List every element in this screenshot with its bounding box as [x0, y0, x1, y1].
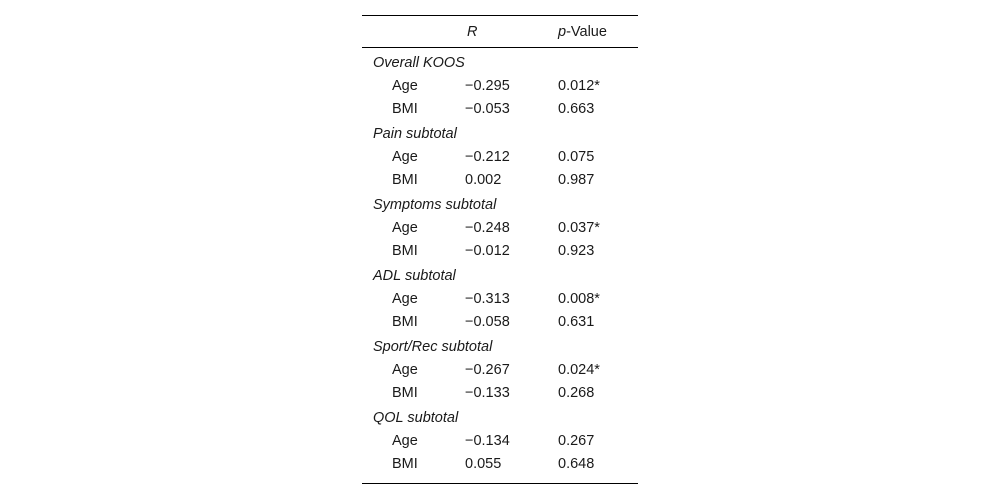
row-p-value: 0.012* — [558, 78, 600, 94]
table-row — [362, 430, 638, 453]
row-r-value: −0.212 — [465, 149, 510, 165]
header-p-value — [558, 24, 607, 40]
row-r-value: 0.002 — [465, 172, 502, 188]
table-group — [362, 123, 638, 192]
header-p-rest: -Value — [566, 24, 607, 40]
header-p-italic: p — [558, 24, 567, 40]
row-p-value: 0.267 — [558, 433, 595, 449]
group-title: Symptoms subtotal — [373, 197, 497, 213]
table-row — [362, 288, 638, 311]
table-row — [362, 240, 638, 263]
row-label: BMI — [392, 243, 418, 259]
row-label: BMI — [392, 456, 418, 472]
group-title: Overall KOOS — [373, 55, 465, 71]
row-r-value: −0.012 — [465, 243, 510, 259]
row-label: Age — [392, 291, 418, 307]
header-r: R — [467, 24, 478, 40]
table-group — [362, 407, 638, 476]
row-label: BMI — [392, 385, 418, 401]
row-p-value: 0.268 — [558, 385, 595, 401]
table-row — [362, 75, 638, 98]
group-title: ADL subtotal — [373, 268, 456, 284]
row-label: Age — [392, 149, 418, 165]
row-label: Age — [392, 362, 418, 378]
table-row — [362, 98, 638, 121]
table-group — [362, 265, 638, 334]
row-p-value: 0.631 — [558, 314, 595, 330]
row-r-value: −0.133 — [465, 385, 510, 401]
table-group — [362, 194, 638, 263]
row-r-value: −0.053 — [465, 101, 510, 117]
table-row — [362, 146, 638, 169]
table-row — [362, 217, 638, 240]
row-p-value: 0.024* — [558, 362, 600, 378]
row-r-value: −0.134 — [465, 433, 510, 449]
row-p-value: 0.987 — [558, 172, 595, 188]
row-p-value: 0.923 — [558, 243, 595, 259]
row-p-value: 0.648 — [558, 456, 595, 472]
row-r-value: −0.313 — [465, 291, 510, 307]
table-row — [362, 169, 638, 192]
row-label: BMI — [392, 314, 418, 330]
row-label: BMI — [392, 172, 418, 188]
group-title: QOL subtotal — [373, 410, 459, 426]
row-p-value: 0.008* — [558, 291, 600, 307]
row-label: Age — [392, 433, 418, 449]
table-group — [362, 336, 638, 405]
correlation-table — [362, 15, 638, 484]
row-label: BMI — [392, 101, 418, 117]
table-row — [362, 453, 638, 476]
table-group — [362, 52, 638, 121]
row-p-value: 0.663 — [558, 101, 595, 117]
table-row — [362, 382, 638, 405]
table-bottom-rule — [362, 483, 638, 484]
row-p-value: 0.037* — [558, 220, 600, 236]
table-row — [362, 311, 638, 334]
row-label: Age — [392, 78, 418, 94]
row-r-value: −0.058 — [465, 314, 510, 330]
row-label: Age — [392, 220, 418, 236]
row-r-value: 0.055 — [465, 456, 502, 472]
row-p-value: 0.075 — [558, 149, 595, 165]
table-row — [362, 359, 638, 382]
row-r-value: −0.295 — [465, 78, 510, 94]
group-title: Sport/Rec subtotal — [373, 339, 493, 355]
table-body — [362, 48, 638, 483]
row-r-value: −0.248 — [465, 220, 510, 236]
row-r-value: −0.267 — [465, 362, 510, 378]
group-title: Pain subtotal — [373, 126, 457, 142]
table-header — [362, 16, 638, 47]
